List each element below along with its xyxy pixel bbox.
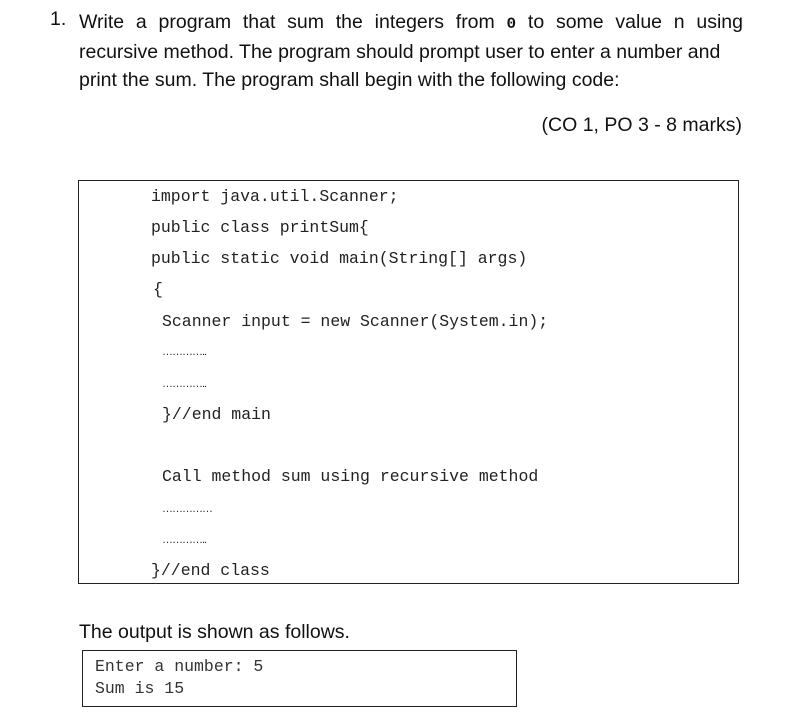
output-box <box>82 650 517 707</box>
marks-label: (CO 1, PO 3 - 8 marks) <box>541 114 742 136</box>
code-placeholder-3: …………… <box>162 503 212 515</box>
code-line-call-method: Call method sum using recursive method <box>162 467 539 486</box>
code-line-import: import java.util.Scanner; <box>151 187 399 206</box>
code-line-main: public static void main(String[] args) <box>151 249 528 268</box>
output-line-2: Sum is 15 <box>95 679 185 698</box>
code-line-scanner: Scanner input = new Scanner(System.in); <box>162 312 549 331</box>
code-line-class: public class printSum{ <box>151 218 369 237</box>
output-line-1: Enter a number: 5 <box>95 657 264 676</box>
code-placeholder-4: ………….. <box>162 534 207 546</box>
code-line-end-main: }//end main <box>162 405 271 424</box>
question-number: 1. <box>50 8 67 30</box>
code-placeholder-1: ………….. <box>162 346 207 358</box>
inline-code-zero: 0 <box>506 15 517 33</box>
question-line-3: print the sum. The program shall begin with the following code: <box>79 69 620 91</box>
code-placeholder-2: ………….. <box>162 378 207 390</box>
question-line-2: recursive method. The program should prompt user to enter a number and <box>79 41 721 63</box>
code-line-open-brace: { <box>153 280 163 299</box>
code-line-end-class: }//end class <box>151 561 270 580</box>
code-box <box>78 180 739 584</box>
question-line-1-end: to some value n using <box>527 11 743 33</box>
output-title: The output is shown as follows. <box>79 621 350 643</box>
question-line-1 <box>79 8 743 38</box>
question-line-1-start: Write a program that sum the integers from <box>79 11 495 33</box>
question-text <box>79 8 743 94</box>
